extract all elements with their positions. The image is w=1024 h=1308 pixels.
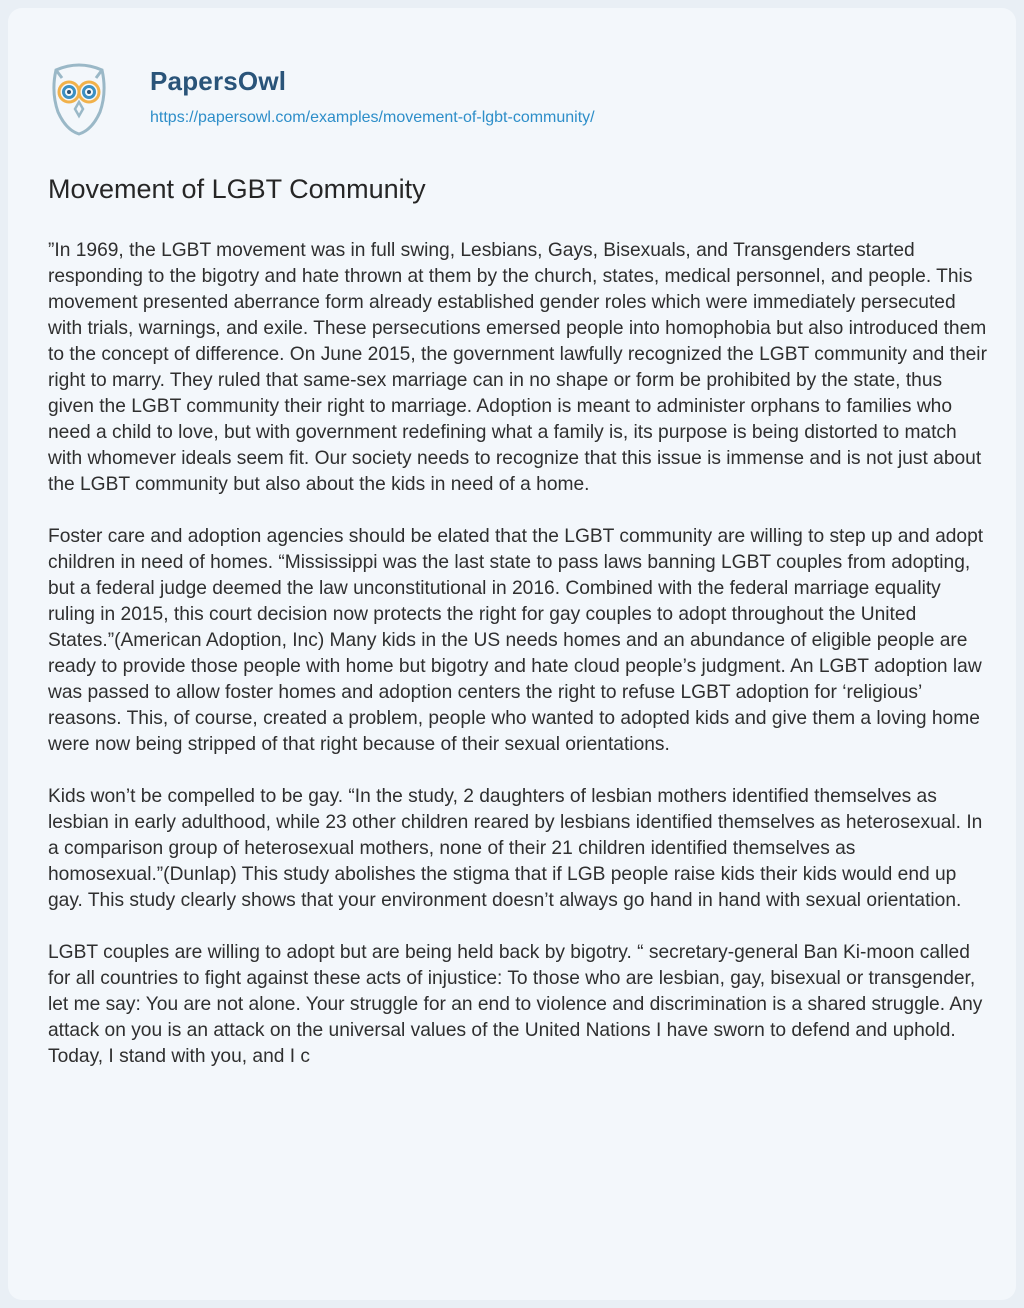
paragraph: LGBT couples are willing to adopt but are being held back by bigotry. “ secretary-general Ban Ki-moon called for all countries to fight against these acts of injustice: To those who are lesbian, gay, bisexual or transgender, let me say: You are not alone. Your struggle for an end to violence and discrimination is a shared struggle. Any attack on you is an attack on the universal values of the United Nations I have sworn to defend and uphold. Today, I stand with you, and I c <box>48 942 983 1067</box>
paragraph: Kids won’t be compelled to be gay. “In the study, 2 daughters of lesbian mothers identified themselves as lesbian in early adulthood, while 23 other children reared by lesbians identified themselves as heterosexual. In a comparison group of heterosexual mothers, none of their 21 children identified themselves as homosexual.”(Dunlap) This study abolishes the stigma that if LGB people raise kids their kids would end up gay. This study clearly shows that your environment doesn’t always go hand in hand with sexual orientation. <box>48 786 983 911</box>
essay-body <box>48 238 988 1096</box>
document-card <box>8 8 1016 1300</box>
page-title: Movement of LGBT Community <box>48 174 426 204</box>
source-url-link[interactable]: https://papersowl.com/examples/movement-of-lgbt-community/ <box>150 109 595 126</box>
paragraph: ”In 1969, the LGBT movement was in full swing, Lesbians, Gays, Bisexuals, and Transgenders started responding to the bigotry and hate thrown at them by the church, states, medical personnel, and people. This movement presented aberrance form already established gender roles which were immediately persecuted with trials, warnings, and exile. These persecutions emersed people into homophobia but also introduced them to the concept of difference. On June 2015, the government lawfully recognized the LGBT community and their right to marry. They ruled that same-sex marriage can in no shape or form be prohibited by the state, thus given the LGBT community their right to marriage. Adoption is meant to administer orphans to families who need a child to love, but with government redefining what a family is, its purpose is being distorted to match with whomever ideals seem fit. Our society needs to recognize that this issue is immense and is not just about the LGBT community but also about the kids in need of a home. <box>48 240 987 495</box>
site-header <box>50 46 595 146</box>
owl-logo-icon[interactable] <box>50 62 108 136</box>
paragraph: Foster care and adoption agencies should be elated that the LGBT community are willing to step up and adopt children in need of homes. “Mississippi was the last state to pass laws banning LGBT couples from adopting, but a federal judge deemed the law unconstitutional in 2016. Combined with the federal marriage equality ruling in 2015, this court decision now protects the right for gay couples to adopt throughout the United States.”(American Adoption, Inc) Many kids in the US needs homes and an abundance of eligible people are ready to provide those people with home but bigotry and hate cloud people’s judgment. An LGBT adoption law was passed to allow foster homes and adoption centers the right to refuse LGBT adoption for ‘religious’ reasons. This, of course, created a problem, people who wanted to adopted kids and give them a loving home were now being stripped of that right because of their sexual orientations. <box>48 526 984 755</box>
brand-name[interactable]: PapersOwl <box>150 66 287 96</box>
brand-block <box>150 46 595 128</box>
